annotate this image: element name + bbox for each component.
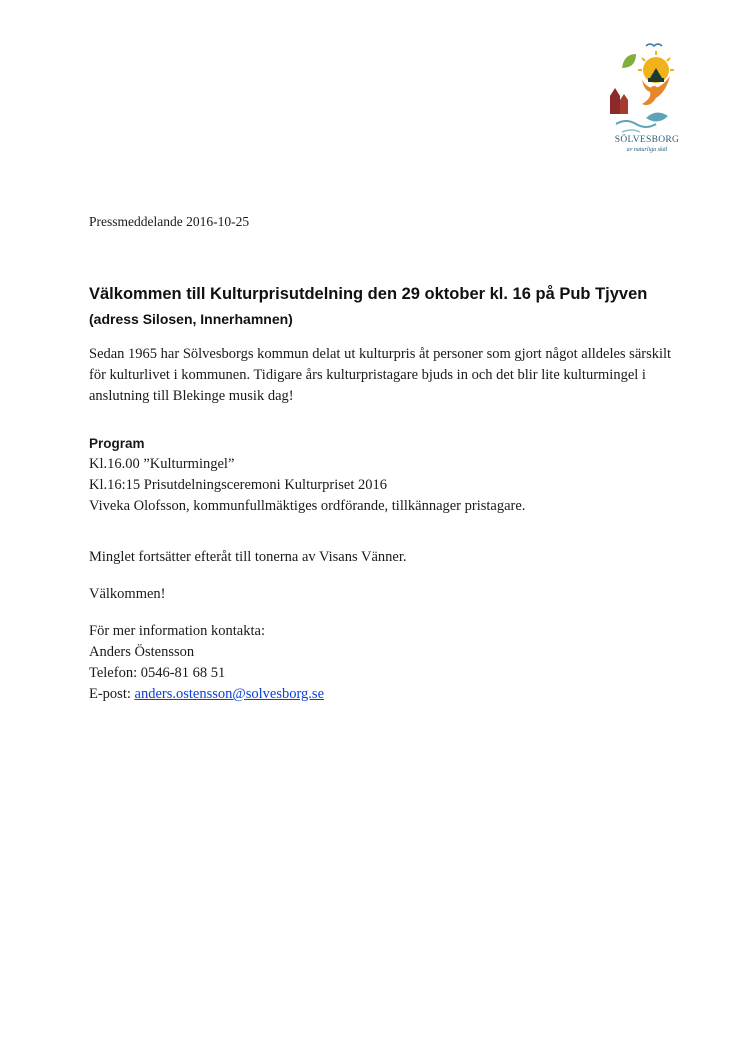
date-line: Pressmeddelande 2016-10-25 bbox=[89, 214, 250, 229]
contact-name: Anders Östensson bbox=[89, 644, 195, 660]
closing-text: Minglet fortsätter efteråt till tonerna av Visans Vänner. bbox=[89, 549, 407, 565]
headline-main: Välkommen till Kulturprisutdelning den 29 oktober kl. 16 på Pub Tjyven bbox=[89, 285, 648, 303]
program-line: Viveka Olofsson, kommunfullmäktiges ordförande, tillkännager pristagare. bbox=[89, 498, 526, 514]
contact-block bbox=[89, 621, 679, 705]
program-line: Kl.16:15 Prisutdelningsceremoni Kulturpriset 2016 bbox=[89, 477, 388, 493]
headline bbox=[89, 282, 679, 332]
press-release-body bbox=[89, 214, 679, 705]
email-label: E-post: bbox=[89, 686, 135, 702]
headline-sub: (adress Silosen, Innerhamnen) bbox=[89, 311, 293, 327]
leaf-icon bbox=[622, 54, 636, 68]
email-link[interactable]: anders.ostensson@solvesborg.se bbox=[134, 686, 324, 702]
contact-intro: För mer information kontakta: bbox=[89, 623, 265, 639]
contact-email-row bbox=[89, 684, 679, 705]
logo-tagline: av naturliga skäl bbox=[626, 147, 668, 153]
program-title: Program bbox=[89, 436, 145, 451]
contact-phone: Telefon: 0546-81 68 51 bbox=[89, 665, 226, 681]
program-line: Kl.16.00 ”Kulturmingel” bbox=[89, 456, 235, 472]
intro-paragraph: Sedan 1965 har Sölvesborgs kommun delat ut kulturpris åt personer som gjort något alldeles särskilt för kulturlivet i kommunen. Tidigare års kulturpristagare bjuds in och det blir lite kulturmingel i anslutning till Blekinge musik dag! bbox=[89, 346, 672, 404]
welcome-text: Välkommen! bbox=[89, 586, 166, 602]
logo-wordmark: SÖLVESBORG bbox=[614, 135, 680, 145]
program-section bbox=[89, 433, 679, 517]
bird-icon bbox=[646, 44, 662, 46]
